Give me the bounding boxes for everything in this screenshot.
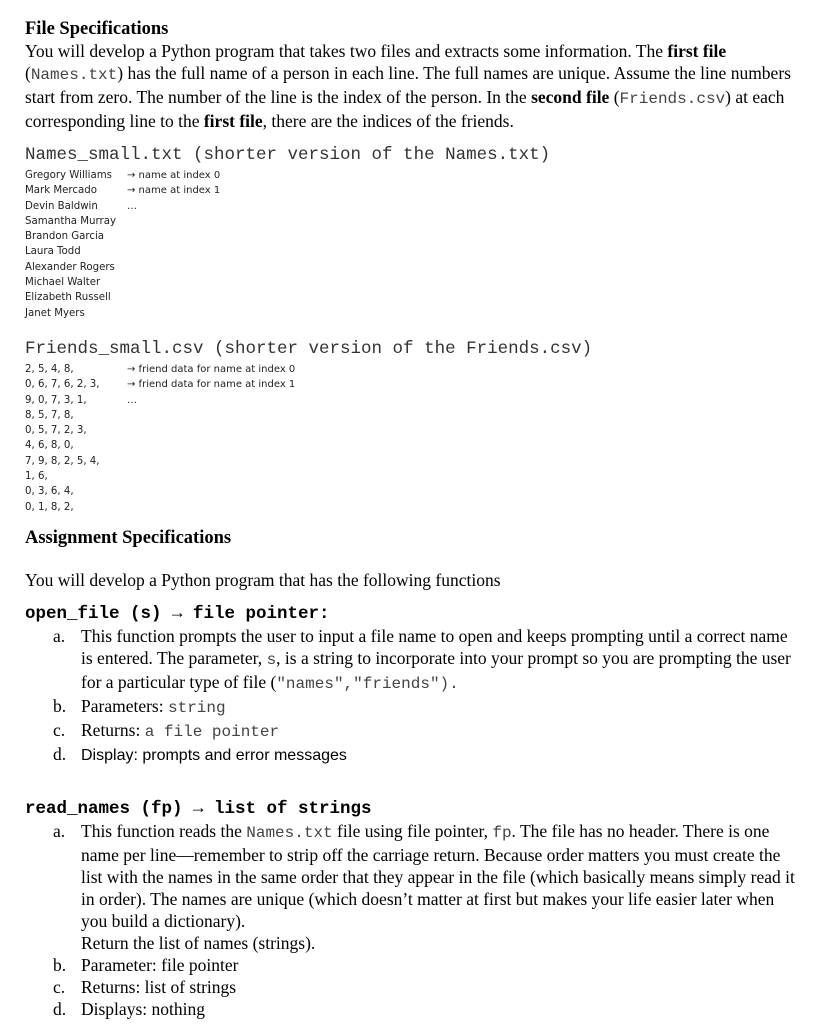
- names-small-title: Names_small.txt (shorter version of the Names.txt): [25, 145, 551, 165]
- param-fp-code: fp: [492, 823, 512, 842]
- text-run: (: [25, 63, 31, 83]
- list-item: Elizabeth Russell: [25, 292, 111, 304]
- marker-d: d.: [53, 743, 67, 764]
- text-run: Displays: nothing: [81, 998, 205, 1019]
- list-item: Michael Walter: [25, 277, 101, 289]
- param-type-code: string: [167, 698, 226, 717]
- param-s-code: s: [266, 650, 277, 669]
- file-type-options-code: "names","friends").: [276, 674, 459, 693]
- text-run: . The file has no header. There is one name per line—remember to strip off the carriage return. Because order matters you must create the list with the names in the same order that they appear in the file (which basically means simply read it in order). The names are unique (which doesn’t matter at first but makes your life easier later when you build a dictionary).: [81, 820, 795, 931]
- marker-b: b.: [53, 954, 67, 975]
- list-item: Samantha Murray: [25, 215, 116, 227]
- text-run: Return the list of names (strings).: [81, 932, 316, 953]
- open-file-item-a: [25, 625, 800, 695]
- read-names-signature: read_names (fp) → list of strings: [25, 798, 372, 819]
- list-item: Mark Mercado → name at index 1: [25, 183, 800, 198]
- list-item: 8, 5, 7, 8,: [25, 409, 74, 421]
- list-item: Gregory Williams → name at index 0: [25, 168, 800, 183]
- names-txt-code: Names.txt: [30, 66, 118, 84]
- names-small-block: [25, 144, 800, 321]
- names-txt-code: Names.txt: [246, 823, 333, 842]
- text-run: Returns:: [81, 719, 145, 740]
- text-run: ) has the full name of a person in each line. The full names are unique. Assume the line numbers start from zero. The number of the line is the index of the person. In the: [25, 63, 791, 107]
- marker-a: a.: [53, 625, 66, 646]
- return-type-code: a file pointer: [144, 722, 280, 741]
- bold-first-file-2: first file: [203, 111, 263, 131]
- list-item: 4, 6, 8, 0,: [25, 440, 74, 452]
- open-file-item-d: [25, 743, 800, 767]
- list-item: 0, 1, 8, 2,: [25, 501, 74, 513]
- file-specifications-heading: File Specifications: [25, 19, 169, 39]
- bold-first-file: first file: [667, 41, 727, 61]
- text-run: file using file pointer,: [332, 820, 493, 841]
- marker-c: c.: [53, 976, 66, 997]
- marker-b: b.: [53, 695, 67, 716]
- friends-small-block: [25, 338, 800, 515]
- text-run: You will develop a Python program that takes two files and extracts some information. The: [25, 41, 668, 61]
- friends-small-list: [25, 362, 800, 515]
- friends-small-title: Friends_small.csv (shorter version of the Friends.csv): [25, 338, 593, 359]
- open-file-item-b: [25, 695, 800, 719]
- list-item: Brandon Garcia: [25, 231, 105, 243]
- list-item: Janet Myers: [25, 307, 85, 319]
- text-run: This function reads the: [81, 820, 247, 841]
- text-run: Returns: list of strings: [81, 976, 237, 997]
- document-page: [25, 18, 800, 1020]
- file-specifications-paragraph: [25, 40, 800, 132]
- marker-d: d.: [53, 998, 67, 1019]
- text-run: Parameters:: [81, 695, 168, 716]
- display-text: Display: prompts and error messages: [81, 746, 347, 764]
- marker-c: c.: [53, 719, 66, 740]
- annotation-index-0: → friend data for name at index 0: [127, 363, 296, 375]
- open-file-signature: open_file (s) → file pointer:: [25, 603, 330, 624]
- open-file-item-c: [25, 719, 800, 743]
- text-run: Parameter: file pointer: [81, 954, 239, 975]
- text-run: This function prompts the user to input a file name to open and keeps prompting until a correct name is entered. The parameter,: [81, 625, 788, 668]
- annotation-index-1: → friend data for name at index 1: [127, 379, 296, 391]
- marker-a: a.: [53, 820, 66, 841]
- list-item: 2, 5, 4, 8, → friend data for name at index 0: [25, 362, 800, 377]
- read-names-item-c: [25, 976, 800, 998]
- read-names-item-a: [25, 820, 800, 954]
- bold-second-file: second file: [531, 87, 610, 107]
- annotation-index-0: → name at index 0: [127, 170, 221, 181]
- text-run: ) at each corresponding line to the: [25, 87, 785, 131]
- list-item: 0, 5, 7, 2, 3,: [25, 425, 87, 437]
- list-item: Alexander Rogers: [25, 261, 115, 273]
- assignment-specifications-heading: Assignment Specifications: [25, 527, 232, 548]
- annotation-ellipsis: …: [127, 394, 137, 406]
- text-run: , is a string to incorporate into your prompt so you are prompting the user for a particular type of file (: [81, 647, 791, 692]
- list-item: 0, 3, 6, 4,: [25, 486, 74, 498]
- list-item: 1, 6,: [25, 471, 48, 483]
- annotation-ellipsis: …: [127, 200, 137, 212]
- assignment-intro: You will develop a Python program that has the following functions: [25, 569, 501, 590]
- text-run: (: [609, 87, 620, 107]
- list-item: 0, 6, 7, 6, 2, 3, → friend data for name at index 1: [25, 377, 800, 392]
- list-item: 7, 9, 8, 2, 5, 4,: [25, 455, 100, 467]
- read-names-item-b: [25, 954, 800, 976]
- list-item: Laura Todd: [25, 246, 81, 258]
- annotation-index-1: → name at index 1: [127, 185, 221, 197]
- friends-csv-code: Friends.csv: [619, 90, 726, 108]
- names-small-list: [25, 168, 800, 321]
- open-file-items: [25, 625, 800, 767]
- read-names-items: [25, 820, 800, 1020]
- text-run: , there are the indices of the friends.: [262, 111, 514, 131]
- read-names-item-d: [25, 998, 800, 1020]
- list-item: 9, 0, 7, 3, 1, …: [25, 393, 800, 408]
- list-item: Devin Baldwin …: [25, 199, 800, 214]
